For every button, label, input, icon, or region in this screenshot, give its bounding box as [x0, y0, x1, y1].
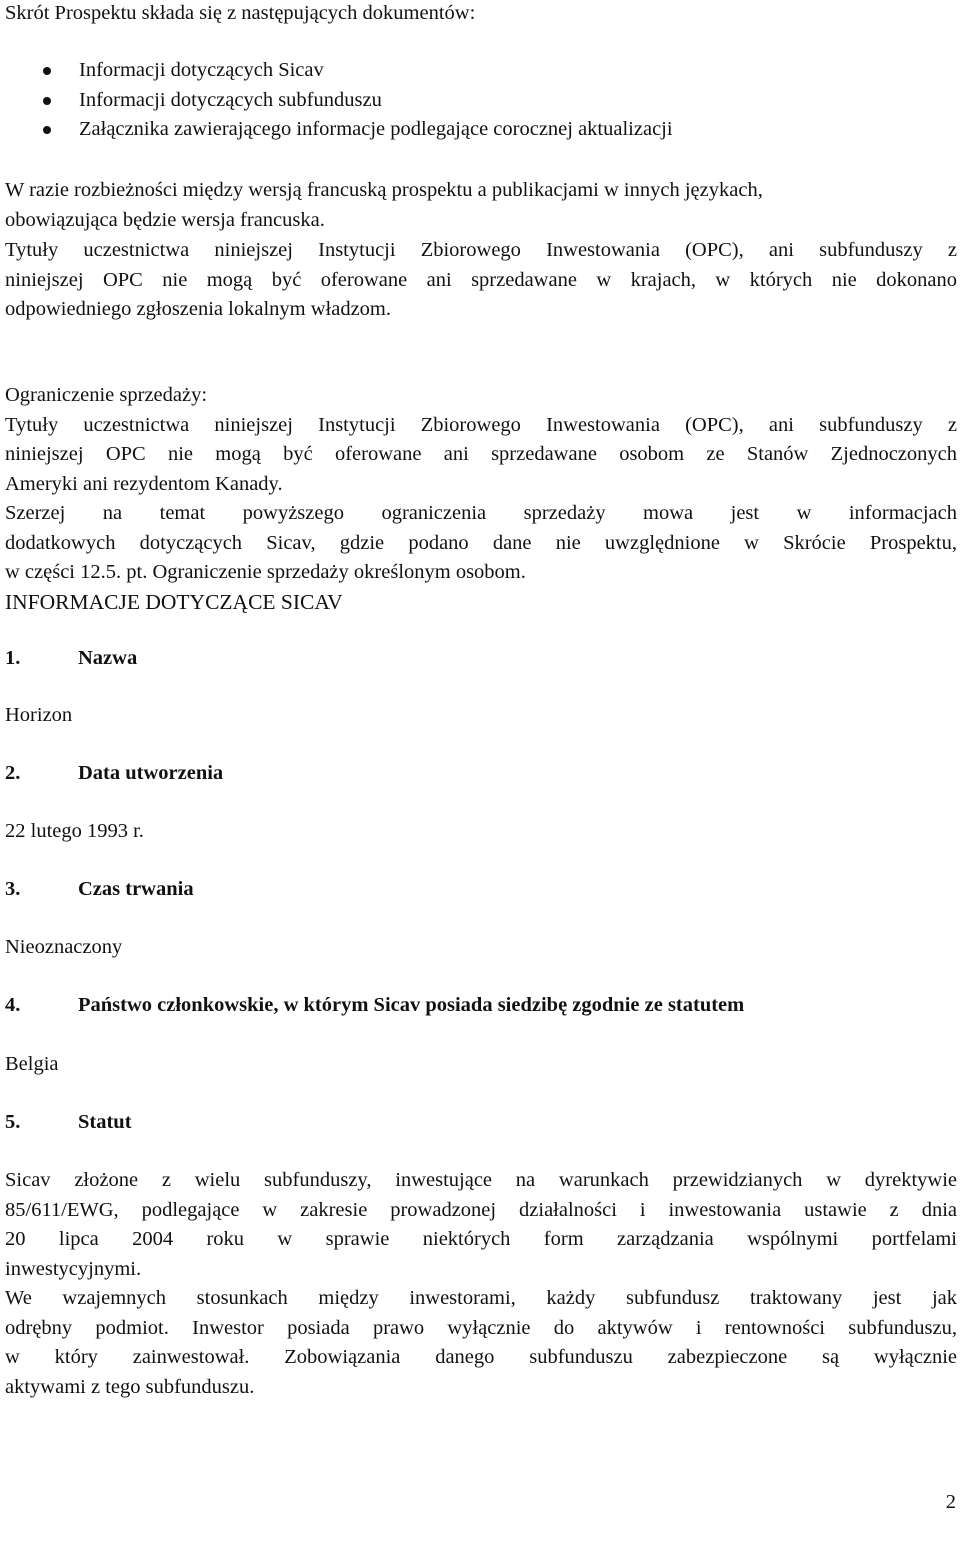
intro-text: Skrót Prospektu składa się z następujących dokumentów:	[5, 2, 476, 24]
paragraph-line: W razie rozbieżności między wersją francuską prospektu a publikacjami w innych językach,	[5, 179, 763, 201]
section-value: Horizon	[5, 704, 73, 726]
paragraph-line: Tytuły uczestnictwa niniejszej Instytucji Zbiorowego Inwestowania (OPC), ani subfunduszy z	[5, 239, 957, 261]
document-list	[0, 56, 673, 145]
paragraph-line: obowiązująca będzie wersja francuska.	[5, 208, 325, 231]
paragraph-line: Ameryki ani rezydentom Kanady.	[5, 472, 283, 495]
section-heading: 1. Nazwa	[5, 647, 138, 669]
paragraph-line: aktywami z tego subfunduszu.	[5, 1375, 255, 1398]
paragraph-line: w który zainwestował. Zobowiązania danego subfunduszu zabezpieczone są wyłącznie	[5, 1346, 957, 1368]
section-heading: 3. Czas trwania	[5, 878, 194, 900]
offering-paragraph	[5, 236, 957, 325]
paragraph-line: Szerzej na temat powyższego ograniczenia sprzedaży mowa jest w informacjach	[5, 502, 957, 524]
page-number: 2	[945, 1491, 956, 1513]
paragraph-line: 85/611/EWG, podlegające w zakresie prowadzonej działalności i inwestowania ustawie z dnia	[5, 1198, 957, 1221]
list-item-label: Informacji dotyczących Sicav	[79, 59, 324, 81]
paragraph-line: dodatkowych dotyczących Sicav, gdzie podano dane nie uwzględnione w Skrócie Prospektu,	[5, 531, 957, 554]
section-value: 22 lutego 1993 r.	[5, 820, 144, 842]
bullet-icon	[43, 126, 51, 134]
bullet-icon	[43, 97, 51, 105]
paragraph-line: w części 12.5. pt. Ograniczenie sprzedaży określonym osobom.	[5, 561, 526, 583]
section-heading: 5. Statut	[5, 1111, 132, 1133]
bullet-icon	[43, 67, 51, 75]
section-heading-title: Państwo członkowskie, w którym Sicav posiada siedzibę zgodnie ze statutem	[78, 994, 745, 1016]
list-item-label: Załącznika zawierającego informacje podlegające corocznej aktualizacji	[79, 118, 673, 140]
paragraph-line: niniejszej OPC nie mogą być oferowane ani sprzedawane osobom ze Stanów Zjednoczonych	[5, 443, 957, 465]
section-value: Nieoznaczony	[5, 936, 123, 958]
list-item-label: Informacji dotyczących subfunduszu	[79, 88, 382, 111]
section-value: Belgia	[5, 1053, 59, 1075]
statute-paragraph	[5, 1166, 957, 1402]
section-heading-title: Data utworzenia	[78, 762, 224, 784]
section-heading-title: Statut	[78, 1111, 132, 1133]
section-heading-title: Czas trwania	[78, 878, 194, 900]
paragraph-line: We wzajemnych stosunkach między inwestorami, każdy subfundusz traktowany jest jak	[5, 1287, 957, 1309]
paragraph-line: odrębny podmiot. Inwestor posiada prawo wyłącznie do aktywów i rentowności subfunduszu,	[5, 1316, 957, 1339]
list-item	[0, 115, 673, 145]
section-heading: 4. Państwo członkowskie, w którym Sicav posiada siedzibę zgodnie ze statutem	[5, 994, 745, 1016]
paragraph-line: odpowiedniego zgłoszenia lokalnym władzom.	[5, 298, 391, 320]
restriction-title: Ograniczenie sprzedaży:	[5, 384, 208, 406]
paragraph-line: 20 lipca 2004 roku w sprawie niektórych form zarządzania wspólnymi portfelami	[5, 1228, 957, 1250]
list-item	[0, 56, 673, 86]
list-item	[0, 86, 673, 116]
section-heading: 2. Data utworzenia	[5, 762, 224, 784]
paragraph-line: Sicav złożone z wielu subfunduszy, inwestujące na warunkach przewidzianych w dyrektywie	[5, 1169, 957, 1191]
paragraph-line: inwestycyjnymi.	[5, 1257, 142, 1280]
restriction-block	[5, 381, 957, 617]
paragraph-line: Tytuły uczestnictwa niniejszej Instytucji Zbiorowego Inwestowania (OPC), ani subfunduszy z	[5, 413, 957, 436]
paragraph-line: niniejszej OPC nie mogą być oferowane ani sprzedawane w krajach, w których nie dokonano	[5, 268, 957, 291]
section-heading-title: Nazwa	[78, 647, 138, 669]
language-paragraph	[5, 176, 957, 235]
section-title: INFORMACJE DOTYCZĄCE SICAV	[5, 589, 343, 614]
